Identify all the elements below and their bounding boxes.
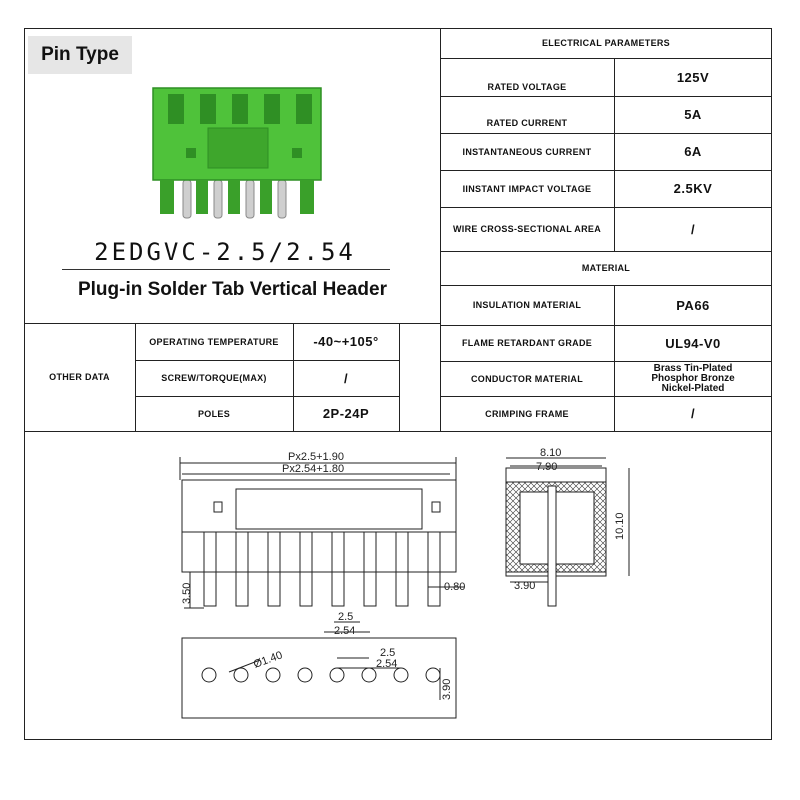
model-number: 2EDGVC-2.5/2.54 — [94, 238, 356, 266]
electrical-label: WIRE CROSS-SECTIONAL AREA — [452, 224, 601, 234]
material-label: CONDUCTOR MATERIAL — [470, 373, 584, 384]
divider — [399, 323, 400, 431]
dim-label: 2.5 — [380, 647, 396, 659]
dim-label: 2.54 — [376, 658, 398, 670]
other-data-value: 2P-24P — [322, 406, 370, 421]
conductor-line: Phosphor Bronze — [651, 372, 735, 384]
material-label: INSULATION MATERIAL — [472, 300, 582, 310]
other-data-heading: OTHER DATA — [49, 372, 110, 382]
dim-label: Ø1.40 — [251, 649, 285, 671]
dim-label: 0.80 — [444, 581, 466, 593]
other-data-label: OPERATING TEMPERATURE — [149, 336, 279, 347]
conductor-line: Nickel-Plated — [661, 382, 725, 394]
pin-type-badge: Pin Type — [28, 36, 132, 74]
other-data-label: SCREW/TORQUE(MAX) — [161, 373, 267, 383]
material-value: UL94-V0 — [665, 335, 721, 351]
other-data-label: POLES — [197, 408, 230, 419]
dim-label: 7.90 — [536, 461, 558, 473]
product-subtitle: Plug-in Solder Tab Vertical Header — [77, 279, 387, 300]
connector-photo — [150, 84, 326, 224]
material-heading: MATERIAL — [581, 263, 631, 273]
electrical-label: INSTANTANEOUS CURRENT — [462, 146, 592, 157]
dim-label: 2.5 — [338, 611, 354, 623]
electrical-label: IINSTANT IMPACT VOLTAGE — [462, 183, 592, 194]
electrical-value: / — [690, 221, 696, 237]
material-value: / — [690, 406, 696, 421]
dim-label: 3.50 — [181, 582, 193, 604]
dim-label: 3.90 — [514, 580, 536, 592]
model-underline — [62, 269, 390, 270]
material-label: CRIMPING FRAME — [485, 408, 569, 419]
dim-label: Px2.54+1.80 — [282, 463, 345, 475]
electrical-label: RATED VOLTAGE — [487, 82, 567, 92]
conductor-line: Brass Tin-Plated — [653, 362, 733, 374]
conductor-material-value — [614, 361, 772, 396]
dim-label: 2.54 — [334, 625, 356, 637]
dim-label: 8.10 — [540, 447, 562, 459]
electrical-value: 5A — [684, 107, 702, 122]
material-label: FLAME RETARDANT GRADE — [461, 338, 593, 348]
electrical-heading: ELECTRICAL PARAMETERS — [542, 38, 670, 48]
other-data-value: -40~+105° — [313, 334, 379, 349]
dim-label: 3.90 — [441, 678, 453, 700]
dim-label: 10.10 — [614, 512, 626, 540]
electrical-value: 2.5KV — [673, 181, 713, 196]
material-value: PA66 — [676, 297, 710, 313]
dim-label: Px2.5+1.90 — [288, 451, 344, 463]
electrical-value: 6A — [684, 144, 702, 159]
technical-drawing — [24, 432, 772, 738]
electrical-value: 125V — [676, 69, 710, 85]
other-data-value: / — [343, 370, 349, 386]
electrical-label: RATED CURRENT — [486, 117, 568, 128]
